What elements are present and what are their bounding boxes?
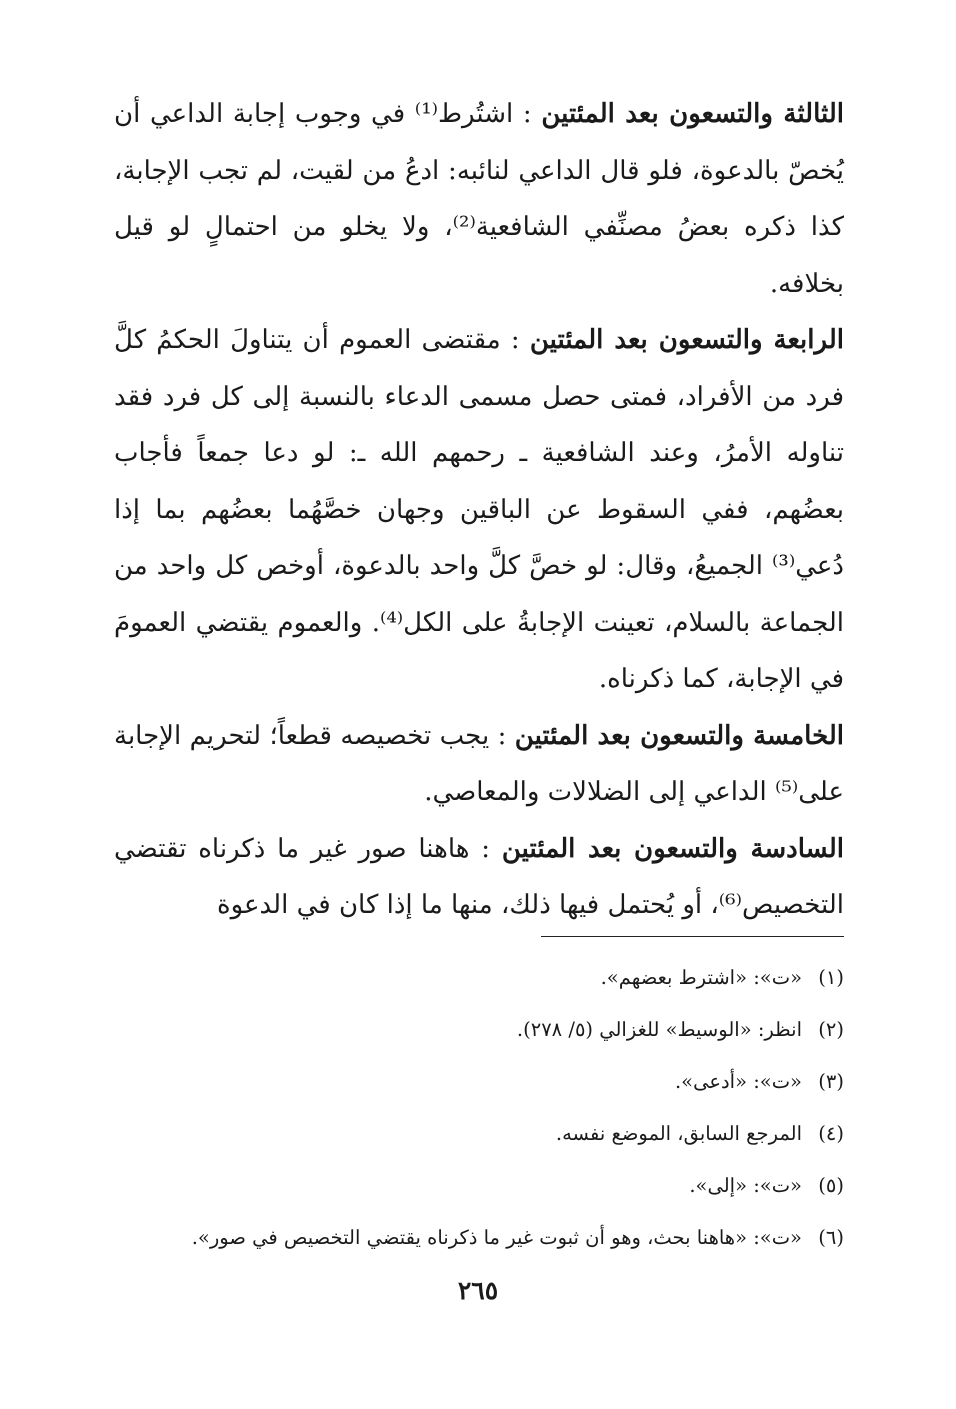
- page-number: ٢٦٥: [457, 1276, 499, 1305]
- paragraph-heading: السادسة والتسعون بعد المئتين: [501, 833, 845, 864]
- paragraph-294: [114, 312, 844, 708]
- footnotes: [114, 952, 844, 1264]
- footnote-number: (٢): [818, 1018, 844, 1041]
- footnote-text: «ت»: «اشترط بعضهم».: [600, 966, 802, 989]
- footnote-item: [114, 952, 844, 1004]
- footnote-item: [114, 1004, 844, 1056]
- footnote-number: (٣): [818, 1070, 844, 1093]
- footnote-text: المرجع السابق، الموضع نفسه.: [555, 1122, 802, 1145]
- paragraph-body: : يجب تخصيصه قطعاً؛ لتحريم الإجابة على⁽⁵⁾ الداعي إلى الضلالات والمعاصي.: [114, 720, 844, 807]
- paragraph-body: : مقتضى العموم أن يتناولَ الحكمُ كلَّ فرد من الأفراد، فمتى حصل مسمى الدعاء بالنسبة إلى كل فرد فقد تناوله الأمرُ، وعند الشافعية ـ رحمهم الله ـ: لو دعا جمعاً فأجاب بعضُهم، ففي السقوط عن الباقين وجهان خصَّهُما بعضُهم بما إذا دُعي⁽³⁾ الجميعُ، وقال: لو خصَّ كلَّ واحد بالدعوة، أوخص كل واحد من الجماعة بالسلام، تعينت الإجابةُ على الكل⁽⁴⁾. والعموم يقتضي العمومَ في الإجابة، كما ذكرناه.: [114, 325, 845, 694]
- paragraph-heading: الخامسة والتسعون بعد المئتين: [514, 720, 845, 751]
- footnote-text: «ت»: «إلى».: [689, 1174, 802, 1197]
- footnote-item: [114, 1108, 844, 1160]
- paragraph-293: [114, 86, 844, 312]
- paragraph-heading: الرابعة والتسعون بعد المئتين: [529, 325, 844, 355]
- footnote-text: انظر: «الوسيط» للغزالي (٥/ ٢٧٨).: [516, 1018, 802, 1041]
- paragraph-body: : هاهنا صور غير ما ذكرناه تقتضي التخصيص⁽⁶⁾، أو يُحتمل فيها ذلك، منها ما إذا كان في الدعوة: [114, 833, 844, 920]
- footnote-number: (٦): [818, 1226, 844, 1249]
- footnote-number: (٤): [818, 1122, 844, 1145]
- footnote-text: «ت»: «أدعى».: [674, 1070, 802, 1093]
- footnote-item: [114, 1056, 844, 1108]
- footnote-number: (٥): [818, 1174, 844, 1197]
- paragraph-heading: الثالثة والتسعون بعد المئتين: [541, 99, 844, 129]
- footnote-item: [114, 1212, 844, 1264]
- footnote-number: (١): [818, 966, 844, 989]
- paragraph-295: [114, 708, 844, 821]
- paragraph-296: [114, 821, 844, 934]
- footnote-divider: [541, 936, 844, 937]
- footnote-text: «ت»: «هاهنا بحث، وهو أن ثبوت غير ما ذكرناه يقتضي التخصيص في صور».: [191, 1226, 802, 1249]
- paragraph-body: : اشتُرط⁽¹⁾ في وجوب إجابة الداعي أن يُخصّ بالدعوة، فلو قال الداعي لنائبه: ادعُ من لقيت، لم تجب الإجابة، كذا ذكره بعضُ مصنِّفي الشافعية⁽²⁾، ولا يخلو من احتمالٍ لو قيل بخلافه.: [114, 99, 844, 299]
- main-text: [114, 86, 844, 934]
- footnote-item: [114, 1160, 844, 1212]
